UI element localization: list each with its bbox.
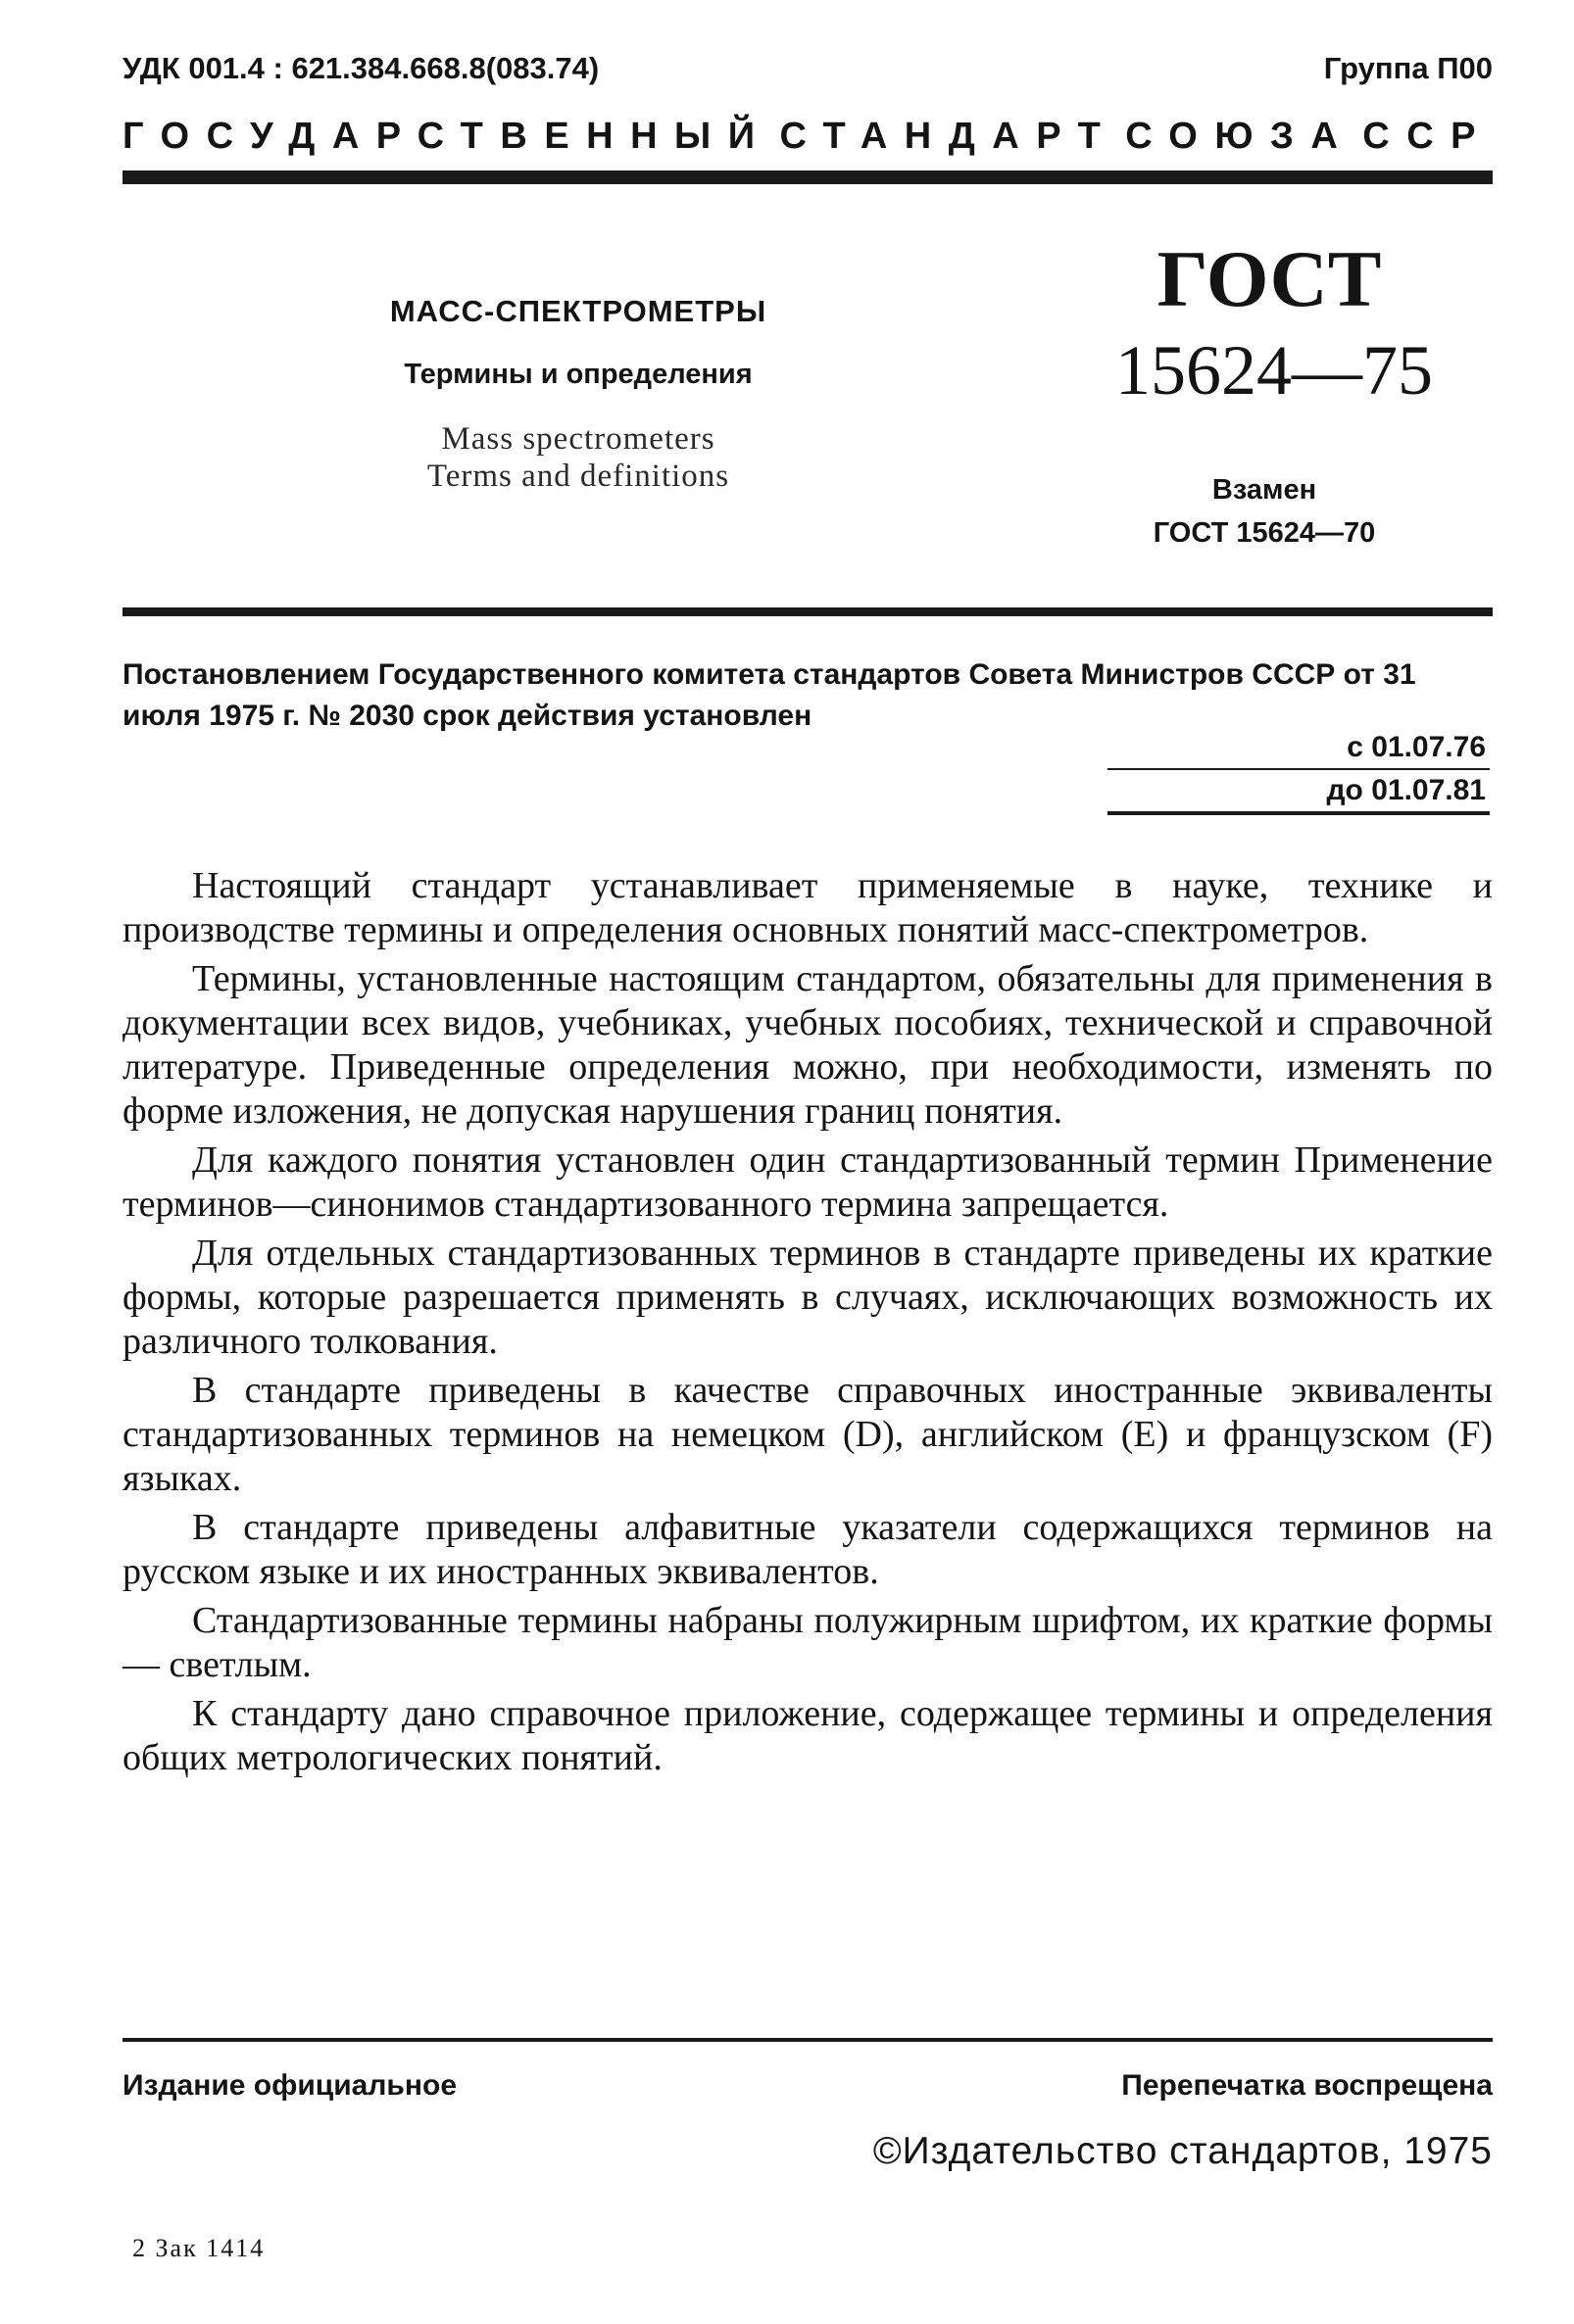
udk-code: УДК 001.4 : 621.384.668.8(083.74)	[123, 51, 600, 85]
official-edition-label: Издание официальное	[123, 2069, 458, 2102]
gost-number: 15624—75	[1115, 331, 1433, 410]
heading-word-union: СОЮЗА	[1125, 116, 1355, 157]
english-title	[294, 420, 862, 495]
paragraph: Термины, установленные настоящим стандартом, обязательны для применения в документации всех видов, учебниках, учебных пособиях, технической и справочной литературе. Приведенные определения можно, при необходимости, изменять по форме изложения, не допуская нарушения границ понятия.	[123, 958, 1493, 1132]
footer-rule	[123, 2038, 1493, 2042]
paragraph: В стандарте приведены в качестве справочных иностранные эквиваленты стандартизованных терминов на немецком (D), английском (E) и французском (F) языках.	[123, 1370, 1493, 1499]
copyright-notice: ©Издательство стандартов, 1975	[872, 2130, 1493, 2172]
group-code: Группа П00	[1323, 51, 1493, 85]
paragraph: Стандартизованные термины набраны полужирным шрифтом, их краткие формы — светлым.	[123, 1600, 1493, 1685]
gost-label: ГОСТ	[1156, 234, 1382, 323]
decree-text: Постановлением Государственного комитета стандартов Совета Министров СССР от 31 июля 1975 г. № 2030 срок действия установлен	[123, 658, 1416, 732]
replaces-number: ГОСТ 15624—70	[1153, 517, 1376, 549]
reprint-prohibited-label: Перепечатка воспрещена	[1121, 2069, 1493, 2102]
heading-word-state: ГОСУДАРСТВЕННЫЙ	[123, 116, 772, 157]
valid-to: до 01.07.81	[1107, 768, 1490, 815]
heading-word-standard: СТАНДАРТ	[779, 116, 1118, 157]
replaces-label: Взамен	[1211, 474, 1317, 506]
section-divider	[123, 607, 1493, 616]
valid-from: с 01.07.76	[1347, 731, 1486, 763]
document-title: МАСС-СПЕКТРОМЕТРЫ	[389, 294, 767, 328]
title-block	[294, 294, 862, 495]
replaces-block	[1078, 468, 1451, 555]
heading-word-ussr: ССР	[1362, 116, 1493, 157]
paragraph: Настоящий стандарт устанавливает применяемые в науке, технике и производстве термины и определения основных понятий масс-спектрометров.	[123, 865, 1493, 950]
document-subtitle: Термины и определения	[404, 359, 753, 390]
body-text	[123, 864, 1493, 1785]
paragraph: Для отдельных стандартизованных терминов в стандарте приведены их краткие формы, которые разрешается применять в случаях, исключающих возможность их различного толкования.	[123, 1233, 1493, 1362]
paragraph: В стандарте приведены алфавитные указатели содержащихся терминов на русском языке и их иностранных эквивалентов.	[123, 1507, 1493, 1592]
paragraph: Для каждого понятия установлен один стандартизованный термин Применение терминов—синонимов стандартизованного термина запрещается.	[123, 1139, 1493, 1225]
english-title-line-2: Terms and definitions	[426, 459, 730, 494]
print-order-number: 2 Зак 1414	[132, 2234, 266, 2262]
paragraph: К стандарту дано справочное приложение, содержащее термины и определения общих метрологических понятий.	[123, 1693, 1493, 1778]
state-standard-heading	[123, 116, 1493, 158]
english-title-line-1: Mass spectrometers	[441, 421, 715, 457]
validity-dates	[1107, 727, 1490, 815]
header-rule	[123, 170, 1493, 184]
